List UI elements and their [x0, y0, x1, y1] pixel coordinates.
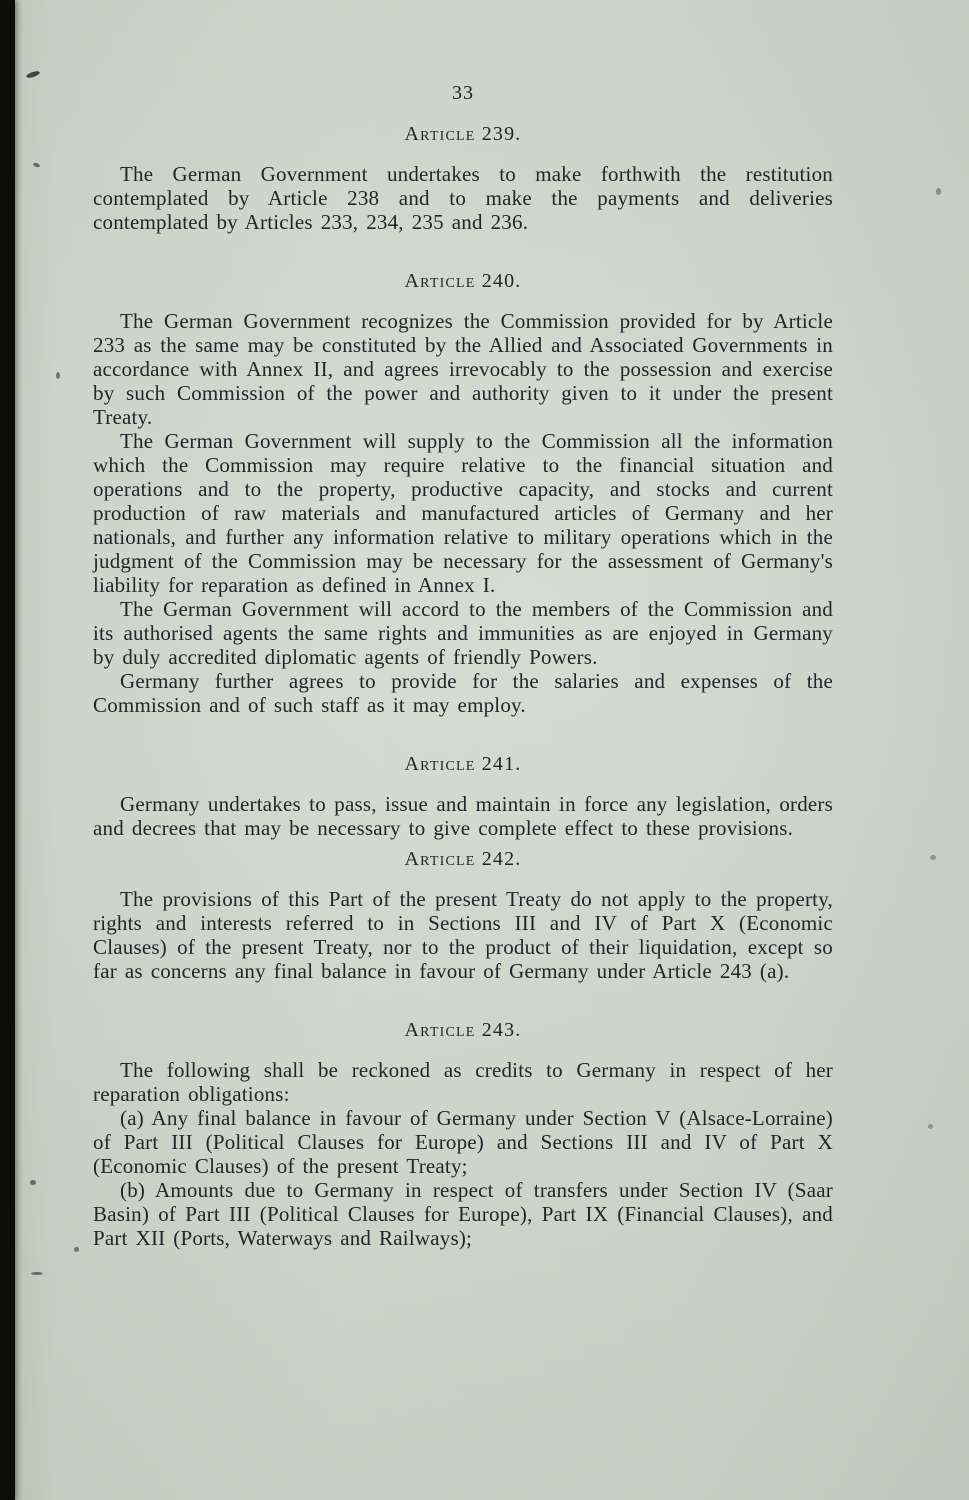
- paragraph: The provisions of this Part of the present Treaty do not apply to the property, rights and interests referred to in Sections III and IV of Part X (Economic Clauses) of the present Treaty, nor to the product of their liquidation, except so far as concerns any final balance in favour of Germany under Article 243 (a).: [93, 887, 833, 983]
- paragraph: The German Government will supply to the Commission all the information which the Commission may require relative to the financial situation and operations and to the property, productive capacity, and stocks and current production of raw materials and manufactured articles of Germany and her nationals, and further any information relative to military operations which in the judgment of the Commission may be necessary for the assessment of Germany's liability for reparation as defined in Annex I.: [93, 429, 833, 597]
- ink-mark: [31, 1272, 43, 1275]
- scan-edge: [0, 0, 15, 1500]
- ink-mark: [26, 70, 41, 79]
- page-content: [93, 82, 833, 1250]
- ink-mark: [30, 1180, 36, 1185]
- paragraph: The German Government recognizes the Commission provided for by Article 233 as the same may be constituted by the Allied and Associated Governments in accordance with Annex II, and agrees irrevocably to the possession and exercise by such Commission of the power and authority given to it under the present Treaty.: [93, 309, 833, 429]
- article-heading: Article 240.: [404, 270, 522, 292]
- paragraph: The German Government undertakes to make forthwith the restitution contemplated by Article 238 and to make the payments and deliveries contemplated by Articles 233, 234, 235 and 236.: [93, 162, 833, 234]
- ink-mark: [56, 372, 60, 379]
- page-number: 33: [452, 82, 474, 104]
- article-240: [93, 270, 833, 717]
- ink-mark: [33, 162, 41, 168]
- ink-mark: [74, 1247, 79, 1252]
- paragraph: Germany undertakes to pass, issue and maintain in force any legislation, orders and decrees that may be necessary to give complete effect to these provisions.: [93, 792, 833, 840]
- article-243: [93, 1019, 833, 1250]
- ink-mark: [928, 1124, 933, 1129]
- article-heading: Article 241.: [404, 753, 522, 775]
- article-heading: Article 239.: [404, 123, 522, 145]
- article-239: [93, 123, 833, 234]
- article-242: [93, 848, 833, 983]
- paragraph: Germany further agrees to provide for the salaries and expenses of the Commission and of such staff as it may employ.: [93, 669, 833, 717]
- ink-mark: [936, 188, 941, 195]
- paragraph: (b) Amounts due to Germany in respect of transfers under Section IV (Saar Basin) of Part III (Political Clauses for Europe), Part IX (Financial Clauses), and Part XII (Ports, Waterways and Railways);: [93, 1178, 833, 1250]
- paragraph: The German Government will accord to the members of the Commission and its authorised agents the same rights and immunities as are enjoyed in Germany by duly accredited diplomatic agents of friendly Powers.: [93, 597, 833, 669]
- ink-mark: [930, 855, 936, 860]
- article-heading: Article 242.: [404, 848, 522, 870]
- article-heading: Article 243.: [404, 1019, 522, 1041]
- paragraph: (a) Any final balance in favour of Germany under Section V (Alsace-Lorraine) of Part III (Political Clauses for Europe) and Sections III and IV of Part X (Economic Clauses) of the present Treaty;: [93, 1106, 833, 1178]
- paragraph: The following shall be reckoned as credits to Germany in respect of her reparation obligations:: [93, 1058, 833, 1106]
- article-241: [93, 753, 833, 840]
